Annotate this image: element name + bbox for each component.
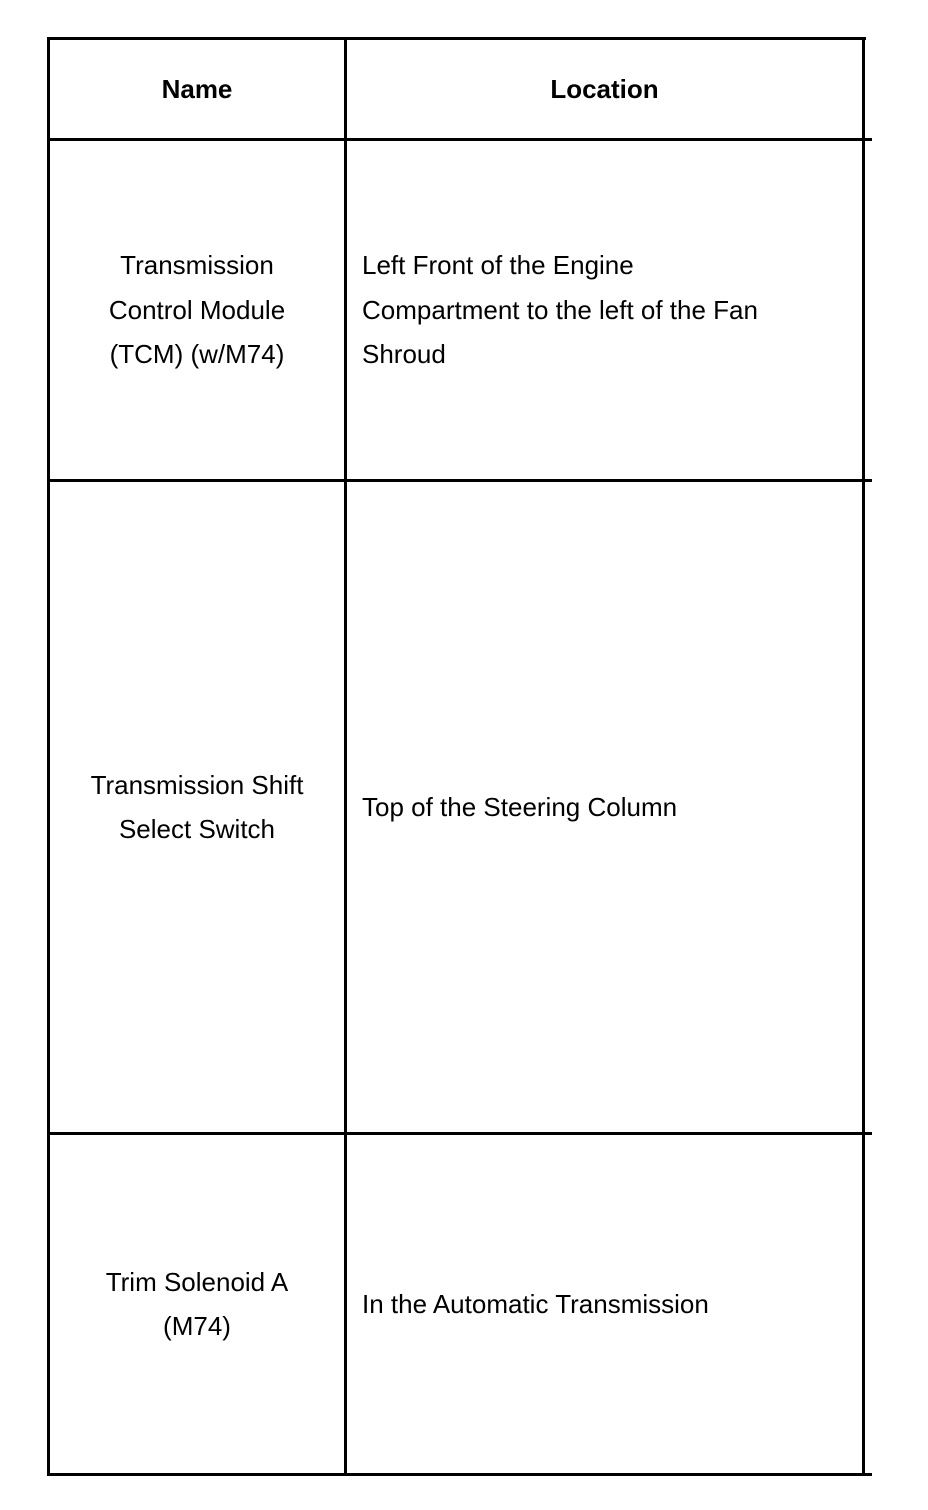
row-location: In the Automatic Transmission	[362, 1288, 709, 1319]
table-border-bottom	[47, 1473, 872, 1476]
header-name-cell	[50, 40, 344, 138]
row-name: Transmission Shift Select Switch	[90, 769, 304, 844]
table-border-right	[862, 37, 865, 1476]
table-row	[50, 141, 344, 479]
table-row	[362, 141, 857, 479]
header-name: Name	[161, 73, 233, 104]
table-row	[362, 482, 857, 1132]
header-location-cell	[347, 40, 862, 138]
table-row	[50, 1135, 344, 1473]
row-location: Left Front of the Engine Compartment to the left of the Fan Shroud	[362, 250, 758, 370]
table-row	[50, 482, 344, 1132]
row-location: Top of the Steering Column	[362, 791, 678, 822]
row-name: Trim Solenoid A (M74)	[105, 1266, 289, 1341]
table-row	[362, 1135, 857, 1473]
row-name: Transmission Control Module (TCM) (w/M74)	[108, 250, 286, 370]
header-location: Location	[550, 73, 659, 104]
column-divider	[344, 37, 347, 1476]
